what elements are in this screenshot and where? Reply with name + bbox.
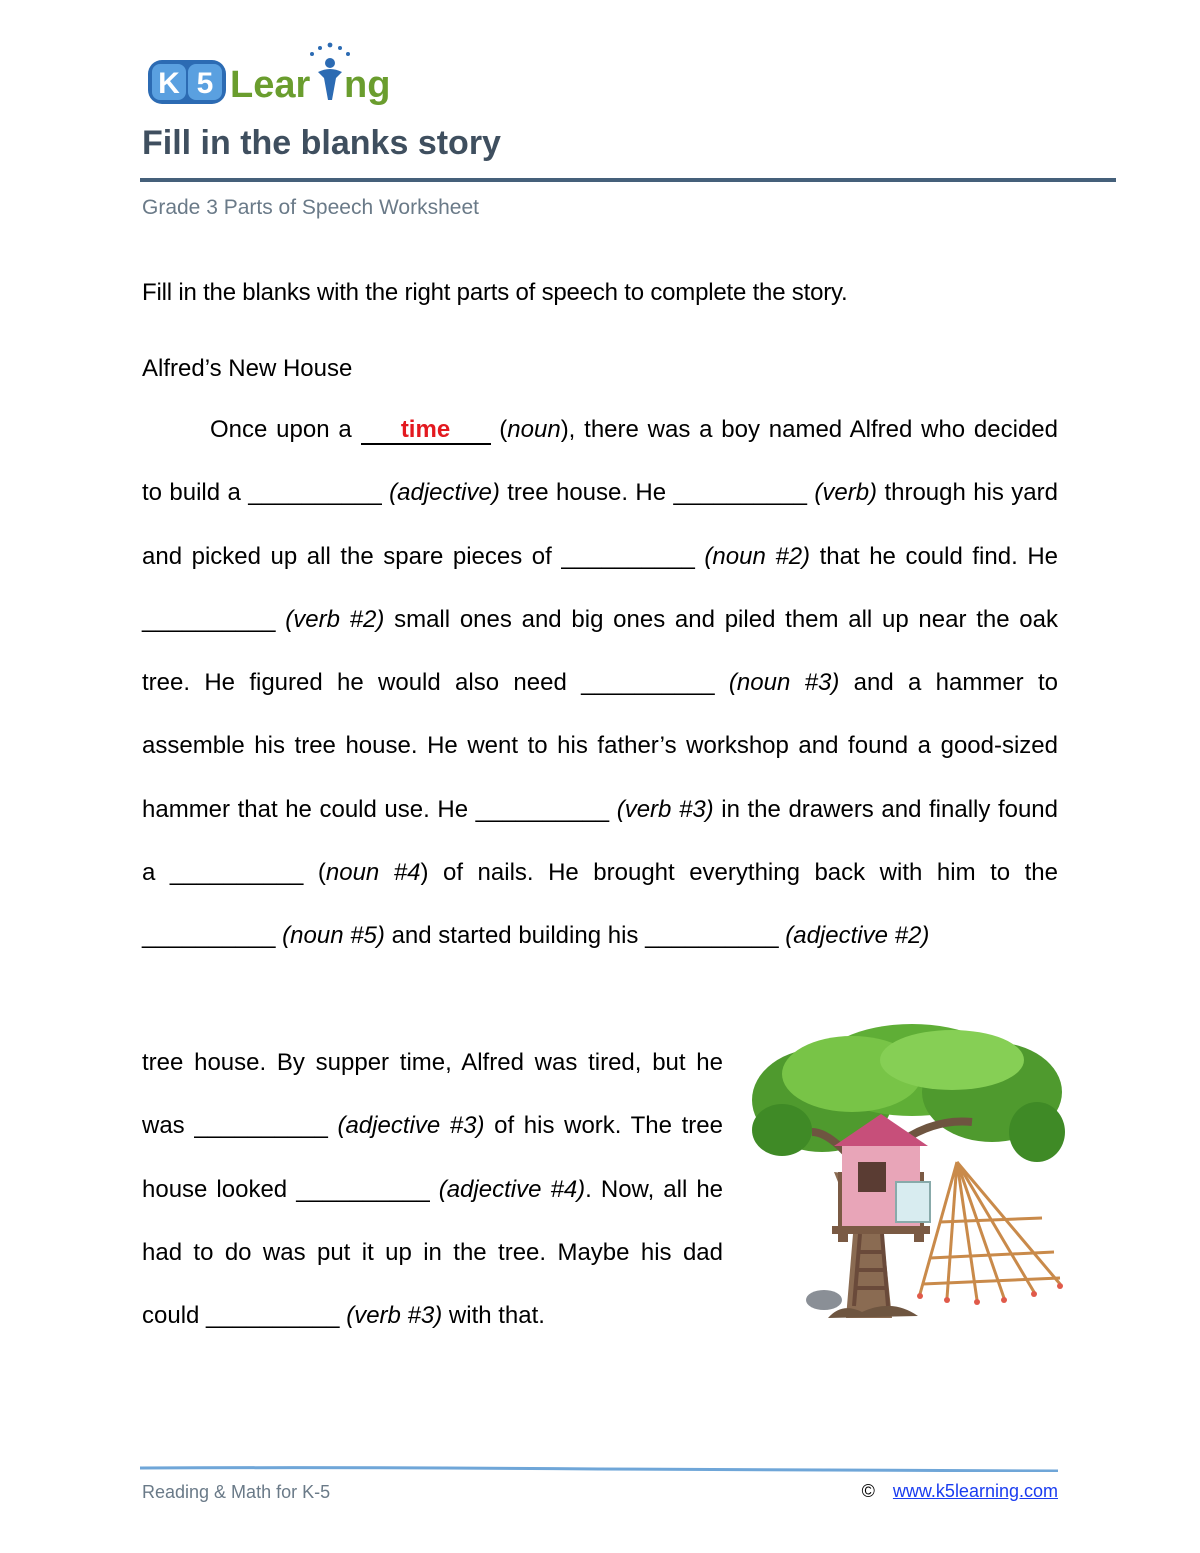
svg-text:Lear: Lear bbox=[230, 64, 311, 106]
copyright-symbol: © bbox=[861, 1481, 875, 1501]
part-of-speech-hint: noun #4 bbox=[325, 859, 421, 887]
fill-blank[interactable]: __________ bbox=[561, 542, 695, 570]
footer-copyright bbox=[862, 1481, 1058, 1502]
part-of-speech-hint: (adjective #4) bbox=[438, 1175, 586, 1203]
part-of-speech-hint: (verb) bbox=[814, 479, 878, 507]
story-text: Once upon a bbox=[210, 416, 361, 443]
story-paragraph: Once upon a time (noun), there was a boy named Alfred who decided to build a __________ (adjective) tree house. He __________ (verb) through his yard and picked up all the spare pieces of __________ (noun #2) that he could find. He __________ (verb #2) small ones and big ones and piled them all up near the oak tree. He figured he would also need __________ (noun #3) and a hammer to assemble his tree house. He went to his father’s workshop and found a good-sized hammer that he could use. He __________ (verb #3) in the drawers and finally found a __________ (noun #4) of nails. He brought everything back with him to the __________ (noun #5) and started building his __________ (adjective #2) bbox=[142, 416, 1059, 950]
fill-blank[interactable]: __________ bbox=[248, 479, 382, 507]
story-text: . Now, all he had to do was put it up in the tree. Maybe his dad could bbox=[142, 1175, 724, 1330]
svg-text:ng: ng bbox=[344, 64, 391, 106]
part-of-speech-hint: (adjective #2) bbox=[785, 922, 930, 950]
part-of-speech-hint: (noun #5) bbox=[282, 922, 385, 950]
story-text: in the drawers and finally found a bbox=[142, 795, 1059, 887]
story-text: tree house. He bbox=[499, 479, 674, 507]
story-text: of his work. The tree house looked bbox=[142, 1112, 723, 1203]
worksheet-subtitle: Grade 3 Parts of Speech Worksheet bbox=[142, 196, 479, 219]
svg-text:K: K bbox=[158, 67, 180, 100]
part-of-speech-hint: (noun #3) bbox=[728, 669, 840, 697]
fill-blank[interactable]: __________ bbox=[296, 1175, 430, 1203]
part-of-speech-hint: (verb #3) bbox=[616, 795, 714, 823]
part-of-speech-hint: noun bbox=[507, 416, 561, 443]
story-text: and started building his bbox=[384, 922, 646, 950]
fill-blank[interactable]: __________ bbox=[581, 669, 715, 697]
part-of-speech-hint: (verb #3) bbox=[346, 1302, 443, 1330]
fill-blank[interactable]: __________ bbox=[475, 795, 610, 823]
instructions: Fill in the blanks with the right parts of speech to complete the story. bbox=[142, 279, 848, 306]
rope-net bbox=[920, 1162, 1060, 1300]
k5-learning-logo bbox=[146, 42, 401, 108]
page-title: Fill in the blanks story bbox=[142, 124, 501, 162]
title-divider bbox=[140, 178, 1116, 182]
story-title: Alfred’s New House bbox=[142, 355, 353, 382]
answer-blank[interactable]: time bbox=[361, 417, 491, 445]
footer-divider bbox=[140, 1466, 1058, 1472]
fill-blank[interactable]: __________ bbox=[169, 859, 304, 887]
fill-blank[interactable]: __________ bbox=[206, 1302, 340, 1330]
website-link[interactable]: www.k5learning.com bbox=[892, 1481, 1058, 1501]
story-text: small ones and big ones and piled them all up near the oak tree. He figured he would also need bbox=[142, 605, 1059, 697]
part-of-speech-hint: (noun #2) bbox=[704, 542, 811, 570]
part-of-speech-hint: (verb #2) bbox=[285, 605, 385, 633]
story-text: ) of nails. He brought everything back with him to the bbox=[420, 859, 1058, 887]
fill-blank[interactable]: __________ bbox=[673, 479, 807, 507]
story-text: with that. bbox=[442, 1302, 545, 1330]
fill-blank[interactable]: __________ bbox=[142, 922, 276, 950]
story-paragraph-continued bbox=[142, 1031, 723, 1347]
story-text: ), there was a boy named Alfred who decided to build a bbox=[142, 416, 1058, 507]
part-of-speech-hint: (adjective #3) bbox=[337, 1112, 485, 1140]
svg-text:5: 5 bbox=[196, 67, 214, 100]
part-of-speech-hint: (adjective) bbox=[389, 479, 500, 507]
fill-blank[interactable]: __________ bbox=[142, 605, 276, 633]
story-text: and a hammer to assemble his tree house. He went to his father’s workshop and found a good-sized hammer that he could use. He bbox=[142, 669, 1058, 823]
story-text: that he could find. He bbox=[810, 542, 1058, 570]
tree-house-illustration bbox=[742, 1022, 1068, 1318]
footer-tagline: Reading & Math for K-5 bbox=[142, 1482, 331, 1502]
fill-blank[interactable]: __________ bbox=[645, 922, 779, 950]
story-text: tree house. By supper time, Alfred was tired, but he was bbox=[142, 1049, 723, 1140]
story-text: through his yard and picked up all the spare pieces of bbox=[142, 479, 1058, 570]
fill-blank[interactable]: __________ bbox=[194, 1112, 328, 1140]
